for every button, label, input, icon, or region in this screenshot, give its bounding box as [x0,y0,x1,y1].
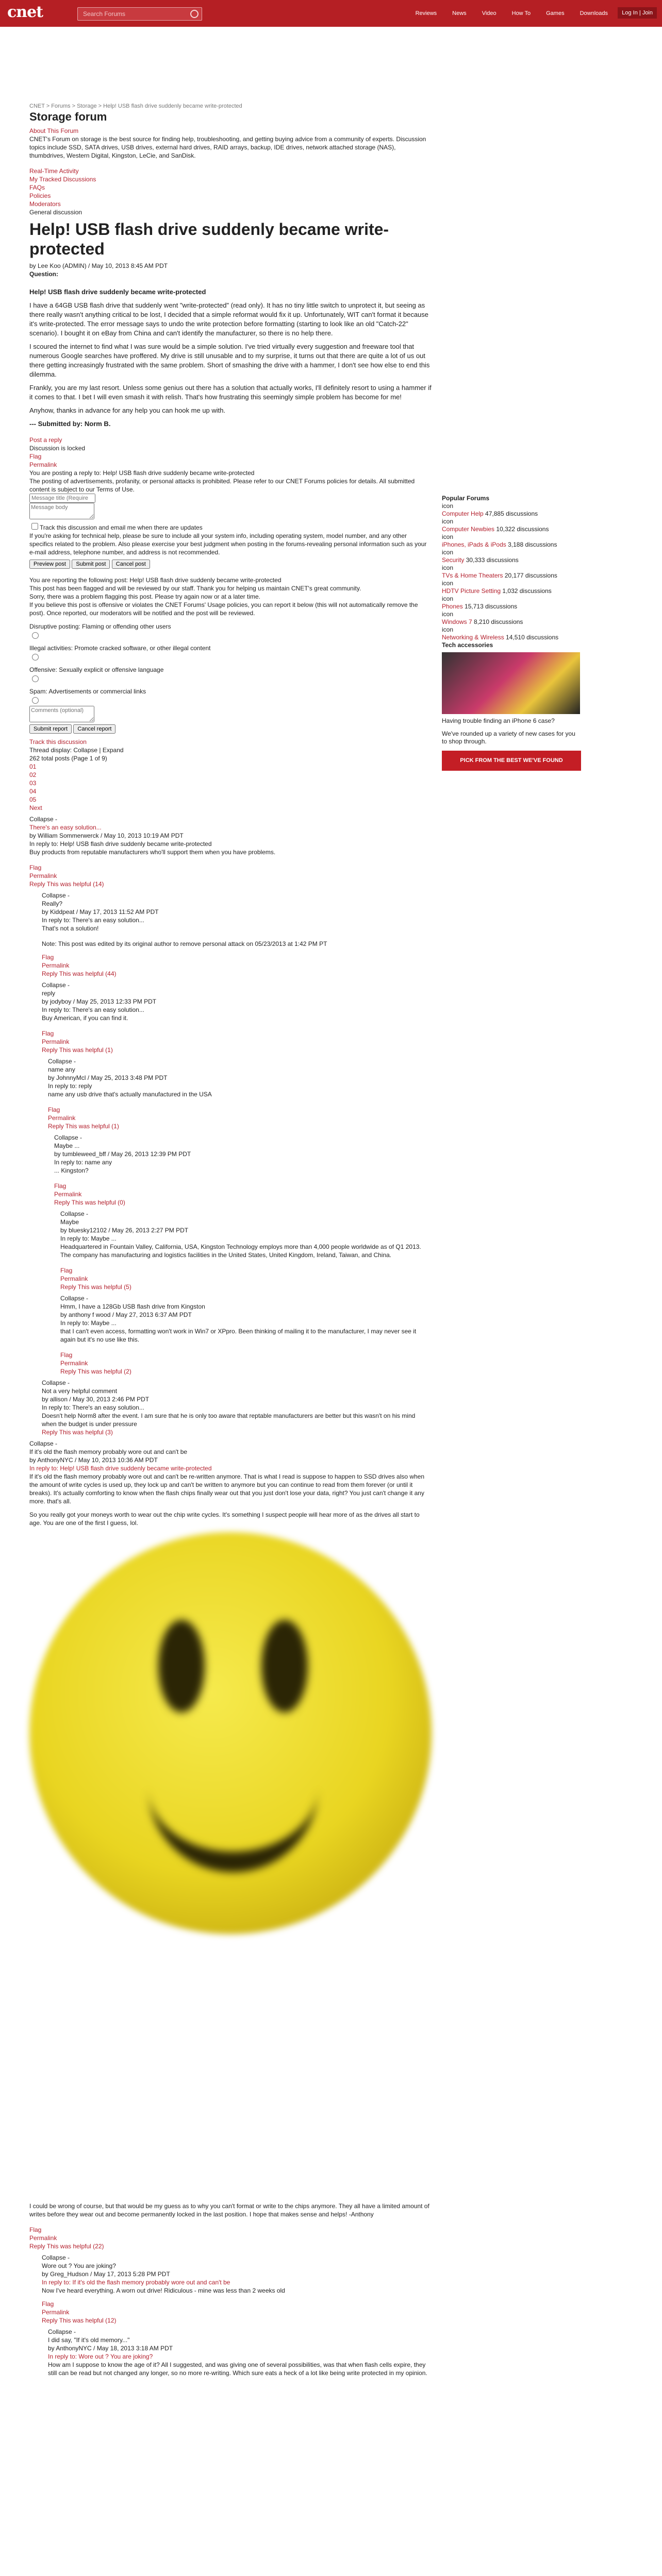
promo-blurb: We've rounded up a variety of new cases for you to shop through. [442,730,575,745]
reply-item [48,1057,432,1130]
forum-title: Storage forum [29,110,107,123]
about-forum-link[interactable]: About This Forum [29,127,79,134]
flag-link[interactable]: Flag [54,1182,67,1190]
sidebar-forum-link[interactable]: Computer Help [442,510,484,517]
sidebar-forum-link[interactable]: Networking & Wireless [442,634,504,641]
flag-link[interactable]: Flag [42,954,54,961]
permalink-link[interactable]: Permalink [29,872,57,879]
reply-title[interactable]: reply [42,990,56,997]
post-subject: Help! USB flash drive suddenly became write-protected [29,288,206,296]
sidebar-forum-count: 47,885 discussions [485,510,538,517]
reply-body: So you really got your moneys worth to wear out the chip write cycles. It's something I suspect people will hear more of as the drives all start to age. You are one of the first I guess, lol. [29,1511,420,1527]
reply-byline[interactable]: by anthony f wood / May 27, 2013 6:37 AM PDT [60,1311,192,1318]
permalink-link[interactable]: Permalink [42,1038,70,1045]
message-title-input[interactable] [29,494,95,503]
locked-notice: Discussion is locked [29,445,86,452]
reply-in-reply-to[interactable]: In reply to: There's an easy solution... [42,1404,144,1411]
next-page-link[interactable]: Next [29,804,42,811]
permalink-link[interactable]: Permalink [60,1360,88,1367]
forum-icon: icon [442,564,454,571]
reply-form-rules: The posting of advertisements, profanity, or personal attacks is prohibited. Please refer to our CNET Forums policies for details. All submitted content is subject to our Terms of Use. [29,478,415,493]
sidebar [442,495,581,771]
post-byline[interactable]: by Lee Koo (ADMIN) / May 10, 2013 8:45 AM PDT [29,262,168,269]
permalink-link[interactable]: Permalink [29,2234,57,2242]
reply-in-reply-to[interactable]: In reply to: Help! USB flash drive suddenly became write-protected [29,840,212,848]
nav-downloads[interactable]: Downloads [580,10,608,16]
page-link[interactable]: 05 [29,796,37,803]
reply-byline[interactable]: by William Sommerwerck / May 10, 2013 10:19 AM PDT [29,832,184,839]
reply-item [60,1294,432,1376]
reply-in-reply-to[interactable]: In reply to: Maybe ... [60,1235,117,1242]
sidebar-forum-count: 8,210 discussions [474,618,523,625]
sidebar-forum-count: 10,322 discussions [496,526,549,533]
cancel-report-button[interactable]: Cancel report [73,724,115,734]
nav-games[interactable]: Games [546,10,565,16]
sidebar-forum-link[interactable]: Security [442,556,465,564]
reply-in-reply-to[interactable]: In reply to: There's an easy solution... [42,917,144,924]
reply-helpful[interactable]: Reply This was helpful (12) [42,2317,117,2324]
photo-caption[interactable]: Having trouble finding an iPhone 6 case? [442,717,555,724]
reply-in-reply-to[interactable]: In reply to: Wore out ? You are joking? [48,2353,153,2360]
reply-helpful[interactable]: Reply This was helpful (0) [54,1199,125,1206]
reply-body: name any usb drive that's actually manufactured in the USA [48,1091,212,1098]
post-paragraph: I have a 64GB USB flash drive that suddenly went "write-protected" (read only). It has no tiny little switch to unprotect it, but seeing as there really wasn't anything critical to be lost, I decided that a simple reformat would fix it up. Unfortunately, WIT can't format it because it's write-protected. The error message says to undo the write protection before formatting (starting to look like an old "Catch-22" scenario). I bought it on eBay from China and can't identify the manufacturer, so there is no help there. [29,301,429,337]
reply-body: I could be wrong of course, but that would be my guess as to why you can't format or write to the chips anymore. They all have a limited amount of writes before they wear out and become permanently locked in the last position. I hope that makes sense and helps! -Anthony [29,2202,429,2218]
sidebar-forum-link[interactable]: Windows 7 [442,618,472,625]
reply-byline[interactable]: by Greg_Hudson / May 17, 2013 5:28 PM PDT [42,2270,170,2278]
track-checkbox[interactable] [31,523,38,530]
sidebar-forum-count: 3,188 discussions [508,541,557,548]
page-link[interactable]: 01 [29,763,37,770]
thread-display[interactable]: Thread display: Collapse | Expand [29,747,124,754]
nav-how-to[interactable]: How To [511,10,531,16]
report-option: Offensive: Sexually explicit or offensive language [29,666,164,673]
reply-in-reply-to[interactable]: In reply to: If it's old the flash memory probably wore out and can't be [42,2279,230,2286]
smiley-face [29,1532,432,1934]
reply-item [42,1379,432,1436]
reply-in-reply-to[interactable]: In reply to: reply [48,1082,92,1090]
report-radio[interactable] [32,632,39,639]
reply-body: Now I've heard everything. A worn out drive! Ridiculous - mine was less than 2 weeks old [42,2287,285,2294]
flag-link[interactable]: Flag [42,2300,54,2308]
reply-title[interactable]: Maybe ... [54,1142,80,1149]
cnet-logo[interactable]: cnet [7,3,43,21]
collapse-toggle[interactable]: Collapse - [42,981,70,989]
link-policies[interactable]: Policies [29,192,51,199]
permalink-link[interactable]: Permalink [29,461,57,468]
flag-link[interactable]: Flag [60,1351,73,1359]
flag-link[interactable]: Flag [60,1267,73,1274]
reply-byline[interactable]: by jodyboy / May 25, 2013 12:33 PM PDT [42,998,157,1005]
reply-helpful[interactable]: Reply This was helpful (5) [60,1283,131,1291]
sidebar-forum-link[interactable]: TVs & Home Theaters [442,572,503,579]
collapse-toggle[interactable]: Collapse - [29,1440,58,1447]
link-real-time-activity[interactable]: Real-Time Activity [29,167,79,175]
reply-title[interactable]: Not a very helpful comment [42,1387,118,1395]
report-option: Disruptive posting: Flaming or offending other users [29,623,171,630]
forum-icon: icon [442,533,454,540]
forum-icon: icon [442,549,454,556]
flag-link[interactable]: Flag [29,2226,42,2233]
reply-in-reply-to[interactable]: In reply to: name any [54,1159,112,1166]
message-body-input[interactable] [29,503,94,519]
reply-body: Headquartered in Fountain Valley, California, USA, Kingston Technology employs more than 4,000 people worldwide as of Q1 2013. The company has manufacturing and logistics facilities in the United States, United Kingdom, Ireland, Taiwan, and China. [60,1243,421,1259]
collapse-toggle[interactable]: Collapse - [60,1210,89,1217]
report-radio[interactable] [32,654,39,660]
reply-helpful[interactable]: Reply This was helpful (1) [42,1046,113,1054]
sidebar-forum-count: 1,032 discussions [502,587,552,595]
reply-form-intro: You are posting a reply to: Help! USB flash drive suddenly became write-protected [29,469,255,477]
reply-thread [29,815,432,2377]
link-moderators[interactable]: Moderators [29,200,61,208]
nav-reviews[interactable]: Reviews [415,10,437,16]
question-label: Question: [29,270,58,278]
report-radio[interactable] [32,697,39,704]
flag-link[interactable]: Flag [29,864,42,871]
reply-byline[interactable]: by AnthonyNYC / May 10, 2013 10:36 AM PDT [29,1456,158,1464]
sidebar-forum-count: 30,333 discussions [466,556,519,564]
reply-title[interactable]: name any [48,1066,75,1073]
page-link[interactable]: 04 [29,788,37,795]
iphone-case-photo[interactable] [442,652,580,714]
search-input[interactable] [77,7,202,21]
forum-icon: icon [442,595,454,602]
reply-body: If it's old the flash memory probably wore out and can't be re-written anymore. That is what I read is suppose to happen to SSD drives also when the amount of write cycles is used up, they lock up and can't be written to anymore but you can continue to read from them forever (or until it breaks). It's actually comforting to know when the flash chips finally wear out that you just don't lose your data, right? You just can't change it any more. that's all. [29,1473,425,1505]
sidebar-forum-count: 20,177 discussions [504,572,557,579]
forum-icon: icon [442,518,454,525]
page-link[interactable]: 02 [29,771,37,778]
submit-post-button[interactable]: Submit post [72,560,110,569]
sidebar-forum-count: 15,713 discussions [465,603,518,610]
site-header [0,0,662,27]
forum-section: General discussion [29,209,82,216]
reply-byline[interactable]: by JohnnyMcl / May 25, 2013 3:48 PM PDT [48,1074,168,1081]
forum-icon: icon [442,502,454,510]
sidebar-forum-link[interactable]: Computer Newbies [442,526,495,533]
report-option: Illegal activities: Promote cracked software, or other illegal content [29,645,211,652]
popular-forums-heading: Popular Forums [442,495,490,502]
reply-title[interactable]: Maybe [60,1218,79,1226]
reply-in-reply-to[interactable]: In reply to: Help! USB flash drive suddenly became write-protected [29,1465,212,1472]
flag-link[interactable]: Flag [42,1030,54,1037]
collapse-toggle[interactable]: Collapse - [29,816,58,823]
reply-item [42,2253,432,2325]
reply-title[interactable]: If it's old the flash memory probably wore out and can't be [29,1448,188,1455]
collapse-toggle[interactable]: Collapse - [42,892,70,899]
top-nav [408,8,616,19]
smiley-image [29,1532,432,2197]
reply-body: Buy products from reputable manufacturers who'll support them when you have problems. [29,849,276,856]
post-reply-link[interactable]: Post a reply [29,436,62,444]
reply-in-reply-to[interactable]: In reply to: Maybe ... [60,1319,117,1327]
search-placeholder: Search Forums [83,10,126,18]
reply-byline[interactable]: by allison / May 30, 2013 2:46 PM PDT [42,1396,150,1403]
collapse-toggle[interactable]: Collapse - [48,2328,76,2335]
reply-body: How am I suppose to know the age of it? All I suggested, and was giving one of several possibilities, was that when flash cells expire, they still can be read but not changed any longer, so no more re-writing. Which sure eats a heck of a lot like being write protected in my opinion. [48,2361,427,2377]
nav-news[interactable]: News [452,10,467,16]
report-intro: You are reporting the following post: Help! USB flash drive suddenly became write-protected [29,577,282,584]
reply-helpful[interactable]: Reply This was helpful (22) [29,2243,104,2250]
total-posts: 262 total posts (Page 1 of 9) [29,755,107,762]
track-label: Track this discussion and email me when there are updates [40,524,203,531]
breadcrumb[interactable]: CNET > Forums > Storage > Help! USB flash drive suddenly became write-protected [29,103,242,109]
reply-item [29,1439,432,2250]
promo-cta-button[interactable]: PICK FROM THE BEST WE'VE FOUND [442,751,581,771]
sidebar-forum-link[interactable]: Phones [442,603,463,610]
reply-body: that I can't even access, formatting won't work in Win7 or XPpro. Been thinking of mailing it to the manufacturer, I may never see it again but it's no use like this. [60,1328,417,1343]
cancel-post-button[interactable]: Cancel post [112,560,150,569]
report-note: If you believe this post is offensive or violates the CNET Forums' Usage policies, you can report it below (this will not automatically remove the post). Once reported, our moderators will be notified and the post will be reviewed. [29,601,418,617]
forum-description: CNET's Forum on storage is the best source for finding help, troubleshooting, and getting buying advice from a community of experts. Discussion topics include SSD, SATA drives, USB drives, external hard drives, RAID arrays, backup, IDE drives, network attached storage (NAS), thumbdrives, Western Digital, Kingston, LeCie, and SanDisk. [29,135,426,159]
forum-icon: icon [442,626,454,633]
reply-title[interactable]: Wore out ? You are joking? [42,2262,116,2269]
forum-icon: icon [442,611,454,618]
post-paragraph: Anyhow, thanks in advance for any help you can hook me up with. [29,406,226,414]
collapse-toggle[interactable]: Collapse - [60,1295,89,1302]
reply-title[interactable]: There's an easy solution... [29,824,102,831]
report-option: Spam: Advertisements or commercial links [29,688,146,695]
reply-byline[interactable]: by Kiddpeat / May 17, 2013 11:52 AM PDT [42,908,159,916]
permalink-link[interactable]: Permalink [60,1275,88,1282]
flag-link[interactable]: Flag [48,1106,60,1113]
smiley-eye-left [158,1620,205,1713]
reply-item [54,1133,432,1207]
collapse-toggle[interactable]: Collapse - [48,1058,76,1065]
preview-post-button[interactable]: Preview post [29,560,70,569]
reply-helpful[interactable]: Reply This was helpful (14) [29,880,104,888]
tech-accessories-heading: Tech accessories [442,641,493,649]
permalink-link[interactable]: Permalink [48,1114,76,1122]
reply-item [60,1210,432,1291]
reply-in-reply-to[interactable]: In reply to: There's an easy solution... [42,1006,144,1013]
flag-link[interactable]: Flag [29,453,42,460]
smiley-eye-right [261,1620,308,1713]
reply-byline[interactable]: by bluesky12102 / May 26, 2013 2:27 PM PDT [60,1227,189,1234]
main-column [29,103,432,2377]
reply-helpful[interactable]: Reply This was helpful (44) [42,970,117,977]
submit-report-button[interactable]: Submit report [29,724,72,734]
post-title: Help! USB flash drive suddenly became write-protected [29,220,389,258]
reply-body: That's not a solution! [42,925,99,932]
link-tracked-discussions[interactable]: My Tracked Discussions [29,176,96,183]
reply-helpful[interactable]: Reply This was helpful (1) [48,1123,119,1130]
reply-item [42,981,432,1054]
reply-body: ... Kingston? [54,1167,89,1174]
reply-title[interactable]: Hmm, I have a 128Gb USB flash drive from Kingston [60,1303,205,1310]
link-faqs[interactable]: FAQs [29,184,45,191]
reply-item [42,891,432,978]
reply-helpful[interactable]: Reply This was helpful (2) [60,1368,131,1375]
search-icon[interactable] [190,10,198,18]
reply-body: Buy American, if you can find it. [42,1014,128,1022]
permalink-link[interactable]: Permalink [42,962,70,969]
login-button[interactable]: Log In | Join [618,7,657,19]
collapse-toggle[interactable]: Collapse - [42,1379,70,1386]
reply-title[interactable]: Really? [42,900,63,907]
sidebar-forum-link[interactable]: HDTV Picture Setting [442,587,501,595]
permalink-link[interactable]: Permalink [42,2309,70,2316]
post-paragraph: Frankly, you are my last resort. Unless some genius out there has a solution that actually works, I'll definitely resort to using a hammer if it comes to that. I bet I will even smash it with relish. That's how frustrating this seemingly simple problem has become for me! [29,384,432,401]
collapse-toggle[interactable]: Collapse - [54,1134,82,1141]
report-radio[interactable] [32,675,39,682]
nav-video[interactable]: Video [482,10,496,16]
permalink-link[interactable]: Permalink [54,1191,82,1198]
forum-icon: icon [442,580,454,587]
report-comments-input[interactable] [29,706,94,722]
page-link[interactable]: 03 [29,779,37,787]
reply-byline[interactable]: by AnthonyNYC / May 18, 2013 3:18 AM PDT [48,2345,173,2352]
reply-item [29,815,432,888]
sidebar-forum-link[interactable]: iPhones, iPads & iPods [442,541,506,548]
reply-byline[interactable]: by tumbleweed_bff / May 26, 2013 12:39 PM PDT [54,1150,191,1158]
reply-item [48,2328,432,2377]
report-sorry: Sorry, there was a problem flagging this post. Please try again now or at a later time. [29,593,260,600]
sidebar-forum-count: 14,510 discussions [506,634,559,641]
reply-form-tip: If you're asking for technical help, please be sure to include all your system info, including operating system, model number, and any other specifics related to the problem. Also please exercise your best judgment when posting in the forums-revealing personal information such as your e-mail address, telephone number, and address is not recommended. [29,532,427,556]
reply-title[interactable]: I did say, "If it's old memory..." [48,2336,130,2344]
reply-body: Doesn't help Norm8 after the event. I am sure that he is only too aware that reptable manufacturers are better but this wasn't on his mind when the budget is under pressure [42,1412,416,1428]
collapse-toggle[interactable]: Collapse - [42,2254,70,2261]
edit-note: Note: This post was edited by its original author to remove personal attack on 05/23/2013 at 1:42 PM PT [42,940,327,947]
reply-helpful[interactable]: Reply This was helpful (3) [42,1429,113,1436]
track-discussion-link[interactable]: Track this discussion [29,738,87,745]
report-thanks: This post has been flagged and will be reviewed by our staff. Thank you for helping us maintain CNET's great community. [29,585,361,592]
post-paragraph: I scoured the internet to find what I was sure would be a simple solution. I've tried virtually every suggestion and freeware tool that numerous Google searches have proffered. My drive is still unusable and to my surprise, it turns out that there are quite a lot of us out there getting increasingly frustrated with the same problem. Short of smashing the drive with a hammer, I don't see how else to end this dilemma. [29,343,430,378]
post-signature: --- Submitted by: Norm B. [29,420,111,428]
